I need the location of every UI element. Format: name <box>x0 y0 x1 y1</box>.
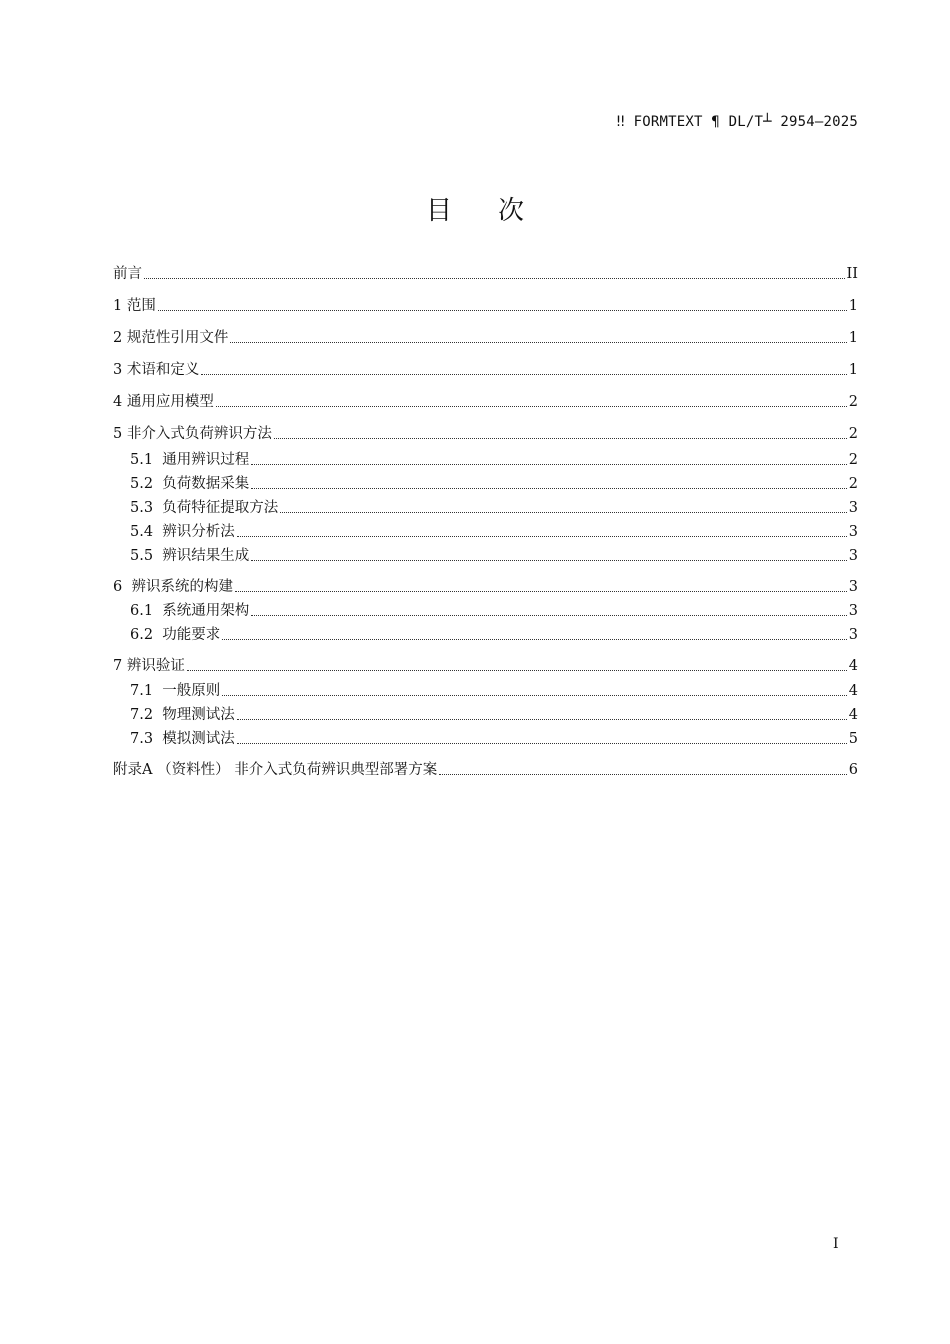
toc-entry-label: 负荷特征提取方法 <box>162 500 279 516</box>
toc-entry-number: 4 <box>113 394 127 410</box>
toc-entry-label: 通用应用模型 <box>126 394 214 410</box>
toc-entry-label: 规范性引用文件 <box>126 330 229 346</box>
toc-entry[interactable] <box>130 547 858 565</box>
toc-entry-number: 7.3 <box>130 731 163 747</box>
toc-entry[interactable] <box>130 706 858 724</box>
toc-entry-page: 4 <box>848 658 858 674</box>
toc-entry[interactable] <box>130 451 858 469</box>
dot-leader <box>251 488 846 489</box>
toc-entry-number: 6.2 <box>130 627 163 643</box>
standard-code: ‼ FORMTEXT ¶ DL/T┴ 2954—2025 <box>616 114 858 130</box>
toc-entry-label: 物理测试法 <box>162 707 235 723</box>
toc-entry-page: 1 <box>848 330 858 346</box>
toc-entry-page: 3 <box>848 627 858 643</box>
toc-entry-page: 5 <box>848 731 858 747</box>
toc-entry-label: 术语和定义 <box>126 362 200 378</box>
toc-entry-label: 辨识结果生成 <box>162 548 250 564</box>
toc-entry-label: 非介入式负荷辨识方法 <box>126 426 272 442</box>
dot-leader <box>187 670 847 671</box>
dot-leader <box>251 615 846 616</box>
toc-entry-page: 2 <box>848 426 858 442</box>
dot-leader <box>280 512 846 513</box>
table-of-contents <box>113 0 858 1344</box>
toc-entry-label: 模拟测试法 <box>162 731 235 747</box>
toc-entry-label: 通用辨识过程 <box>162 452 250 468</box>
toc-entry-label: 一般原则 <box>162 683 221 699</box>
dot-leader <box>235 591 847 592</box>
toc-entry-number: 5.5 <box>130 548 163 564</box>
toc-entry[interactable] <box>130 682 858 700</box>
toc-entry-number: 5.2 <box>130 476 163 492</box>
toc-entry[interactable] <box>130 730 858 748</box>
toc-entry-number: 7.2 <box>130 707 163 723</box>
toc-entry-number: 2 <box>113 330 127 346</box>
toc-entry-number: 5.3 <box>130 500 163 516</box>
toc-entry[interactable] <box>130 475 858 493</box>
toc-entry[interactable] <box>130 523 858 541</box>
toc-entry[interactable] <box>113 657 858 675</box>
dot-leader <box>230 342 846 343</box>
toc-entry[interactable] <box>130 626 858 644</box>
toc-entry-label: 负荷数据采集 <box>162 476 250 492</box>
toc-entry-number: 7.1 <box>130 683 163 699</box>
toc-entry-page: 2 <box>848 452 858 468</box>
toc-entry-page: 4 <box>848 707 858 723</box>
toc-entry-number: 6.1 <box>130 603 163 619</box>
toc-entry[interactable] <box>113 329 858 347</box>
toc-entry-page: 3 <box>848 603 858 619</box>
toc-entry-label: 范围 <box>126 298 156 314</box>
dot-leader <box>237 743 847 744</box>
toc-entry-label: 系统通用架构 <box>162 603 250 619</box>
dot-leader <box>216 406 847 407</box>
toc-entry-page: 3 <box>848 548 858 564</box>
toc-entry-label: 辨识系统的构建 <box>131 579 233 595</box>
toc-title: 目次 <box>425 196 570 226</box>
dot-leader <box>251 464 846 465</box>
toc-entry-page: 1 <box>848 362 858 378</box>
toc-entry-label: 辨识验证 <box>126 658 185 674</box>
toc-entry-number: 5 <box>113 426 127 442</box>
toc-entry-number: 7 <box>113 658 127 674</box>
toc-entry-label: （资料性） 非介入式负荷辨识典型部署方案 <box>157 762 438 778</box>
dot-leader <box>251 560 846 561</box>
toc-entry[interactable] <box>113 361 858 379</box>
dot-leader <box>222 639 846 640</box>
toc-entry[interactable] <box>130 602 858 620</box>
toc-entry-page: 3 <box>848 524 858 540</box>
toc-entry-label: 前言 <box>113 266 142 282</box>
toc-entry-label: 辨识分析法 <box>162 524 235 540</box>
toc-entry-page: 6 <box>848 762 858 778</box>
toc-entry-page: 1 <box>848 298 858 314</box>
toc-entry-page: 2 <box>848 476 858 492</box>
toc-entry-page: II <box>846 266 858 282</box>
dot-leader <box>237 536 847 537</box>
dot-leader <box>237 719 847 720</box>
toc-entry[interactable] <box>113 265 858 283</box>
toc-entry-label: 功能要求 <box>162 627 221 643</box>
toc-entry[interactable] <box>113 393 858 411</box>
page-number: I <box>833 1236 839 1252</box>
toc-entry-number: 5.1 <box>130 452 163 468</box>
dot-leader <box>158 310 847 311</box>
dot-leader <box>222 695 846 696</box>
toc-entry[interactable] <box>113 761 858 779</box>
toc-entry[interactable] <box>113 425 858 443</box>
toc-entry[interactable] <box>130 499 858 517</box>
dot-leader <box>144 278 845 279</box>
toc-entry-page: 4 <box>848 683 858 699</box>
toc-entry-page: 3 <box>848 579 858 595</box>
dot-leader <box>274 438 847 439</box>
toc-entry-page: 3 <box>848 500 858 516</box>
toc-entry-number: 5.4 <box>130 524 163 540</box>
toc-entry-number: 3 <box>113 362 127 378</box>
toc-entry-number: 附录A <box>113 762 158 778</box>
toc-entry[interactable] <box>113 297 858 315</box>
toc-entry-number: 6 <box>113 579 132 595</box>
toc-entry[interactable] <box>113 578 858 596</box>
dot-leader <box>201 374 846 375</box>
dot-leader <box>439 774 847 775</box>
toc-entry-number: 1 <box>113 298 127 314</box>
toc-entry-page: 2 <box>848 394 858 410</box>
